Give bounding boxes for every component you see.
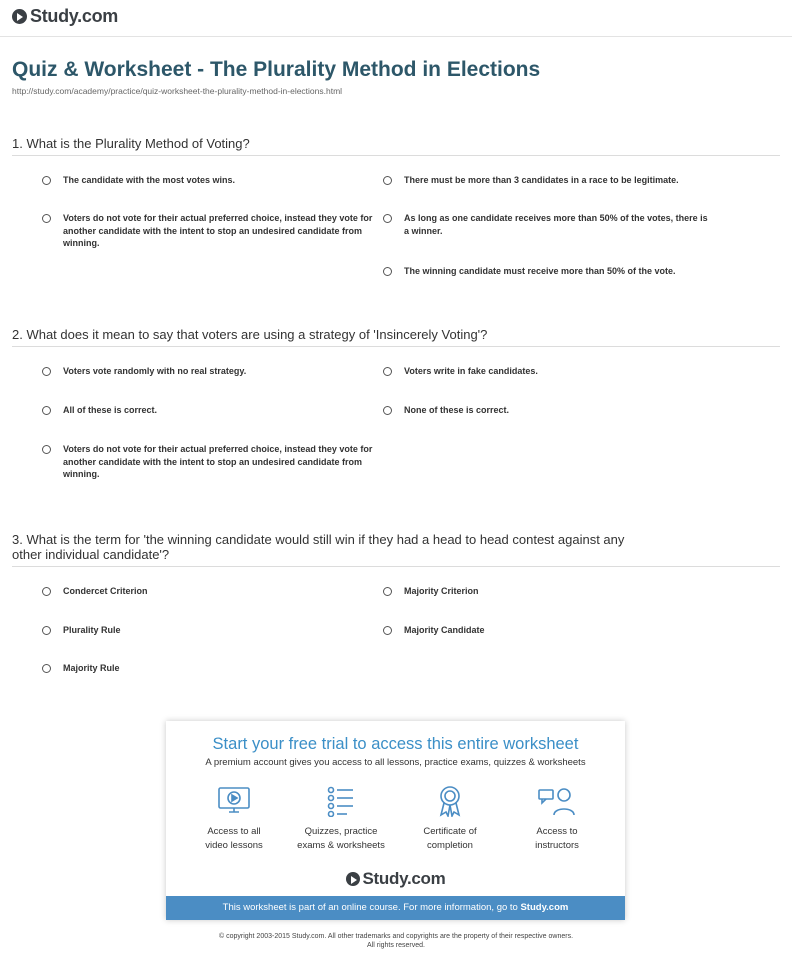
answer-option[interactable]: [383, 265, 723, 278]
feature-label-line2: instructors: [535, 840, 579, 851]
feature-certificate: [395, 785, 505, 853]
answer-option[interactable]: [383, 174, 723, 187]
answer-option[interactable]: [383, 212, 713, 237]
cta-title[interactable]: Start your free trial to access this entire worksheet: [212, 735, 579, 753]
answer-option[interactable]: [42, 443, 377, 481]
answer-text: Voters write in fake candidates.: [404, 366, 538, 376]
answer-option[interactable]: [42, 662, 372, 675]
page-url: http://study.com/academy/practice/quiz-worksheet-the-plurality-method-in-elections.html: [12, 86, 343, 96]
feature-label-line1: Access to: [536, 826, 578, 837]
free-trial-card[interactable]: [166, 721, 625, 920]
cta-logo[interactable]: [166, 869, 625, 889]
radio-button[interactable]: [42, 214, 51, 223]
answer-option[interactable]: [42, 624, 372, 637]
answer-text: Majority Candidate: [404, 625, 485, 635]
radio-button[interactable]: [383, 406, 392, 415]
play-logo-icon: [346, 872, 360, 886]
video-lesson-icon: [216, 785, 252, 817]
answer-option[interactable]: [383, 585, 723, 598]
answer-text: Voters do not vote for their actual preferred choice, instead they vote for another candidate with the intent to stop an undesired candidate from winning.: [63, 444, 373, 479]
answer-option[interactable]: [42, 212, 377, 250]
answer-option[interactable]: [383, 624, 723, 637]
answer-text: Plurality Rule: [63, 625, 121, 635]
banner-text: This worksheet is part of an online course. For more information, go to: [222, 902, 521, 913]
radio-button[interactable]: [383, 626, 392, 635]
certificate-icon: [432, 785, 468, 817]
radio-button[interactable]: [42, 406, 51, 415]
cta-subtitle: A premium account gives you access to all lessons, practice exams, quizzes & worksheets: [205, 757, 586, 768]
answer-text: Majority Rule: [63, 663, 120, 673]
answer-option[interactable]: [42, 174, 372, 187]
feature-label-line1: Certificate of: [423, 826, 477, 837]
radio-button[interactable]: [383, 176, 392, 185]
question-3: 3. What is the term for 'the winning candidate would still win if they had a head to head contest against any other individual candidate'?: [12, 532, 780, 567]
feature-label-line1: Quizzes, practice: [304, 826, 378, 837]
answer-option[interactable]: [383, 404, 723, 417]
header-divider: [0, 36, 792, 37]
feature-label-line2: video lessons: [205, 840, 263, 851]
radio-button[interactable]: [383, 214, 392, 223]
answer-text: Voters do not vote for their actual preferred choice, instead they vote for another candidate with the intent to stop an undesired candidate from winning.: [63, 213, 373, 248]
answer-text: None of these is correct.: [404, 405, 510, 415]
radio-button[interactable]: [42, 664, 51, 673]
study-logo[interactable]: [12, 6, 118, 27]
answer-text: The candidate with the most votes wins.: [63, 175, 236, 185]
cta-logo-text: Study.com: [362, 869, 446, 888]
answer-text: Majority Criterion: [404, 586, 479, 596]
logo-text: Study.com: [30, 6, 118, 26]
radio-button[interactable]: [42, 587, 51, 596]
feature-label-line2: completion: [427, 840, 473, 851]
play-logo-icon: [12, 9, 27, 24]
instructor-icon: [537, 785, 577, 817]
radio-button[interactable]: [42, 176, 51, 185]
feature-instructors: [502, 785, 612, 853]
banner-link[interactable]: Study.com: [520, 902, 569, 913]
rights-line: All rights reserved.: [367, 942, 425, 949]
answer-option[interactable]: [42, 404, 372, 417]
feature-quizzes: [286, 785, 396, 853]
radio-button[interactable]: [383, 267, 392, 276]
answer-text: The winning candidate must receive more than 50% of the vote.: [404, 266, 676, 276]
copyright-footer: [0, 932, 792, 950]
answer-text: Voters vote randomly with no real strategy.: [63, 366, 247, 376]
answer-text: As long as one candidate receives more than 50% of the votes, there is a winner.: [404, 213, 708, 236]
answer-text: All of these is correct.: [63, 405, 158, 415]
page-title: Quiz & Worksheet - The Plurality Method in Elections: [12, 58, 541, 81]
feature-video-lessons: [179, 785, 289, 853]
feature-label-line1: Access to all: [207, 826, 261, 837]
radio-button[interactable]: [42, 445, 51, 454]
quiz-list-icon: [323, 785, 359, 817]
answer-option[interactable]: [42, 585, 372, 598]
radio-button[interactable]: [42, 367, 51, 376]
question-2: 2. What does it mean to say that voters are using a strategy of 'Insincerely Voting'?: [12, 327, 780, 347]
radio-button[interactable]: [383, 367, 392, 376]
course-info-banner: [166, 896, 625, 920]
answer-option[interactable]: [383, 365, 723, 378]
question-1: 1. What is the Plurality Method of Voting?: [12, 136, 780, 156]
radio-button[interactable]: [383, 587, 392, 596]
copyright-line: © copyright 2003-2015 Study.com. All other trademarks and copyrights are the property of their respective owners.: [218, 933, 574, 940]
answer-text: Condercet Criterion: [63, 586, 148, 596]
answer-text: There must be more than 3 candidates in a race to be legitimate.: [404, 175, 679, 185]
radio-button[interactable]: [42, 626, 51, 635]
answer-option[interactable]: [42, 365, 372, 378]
feature-label-line2: exams & worksheets: [297, 840, 385, 851]
